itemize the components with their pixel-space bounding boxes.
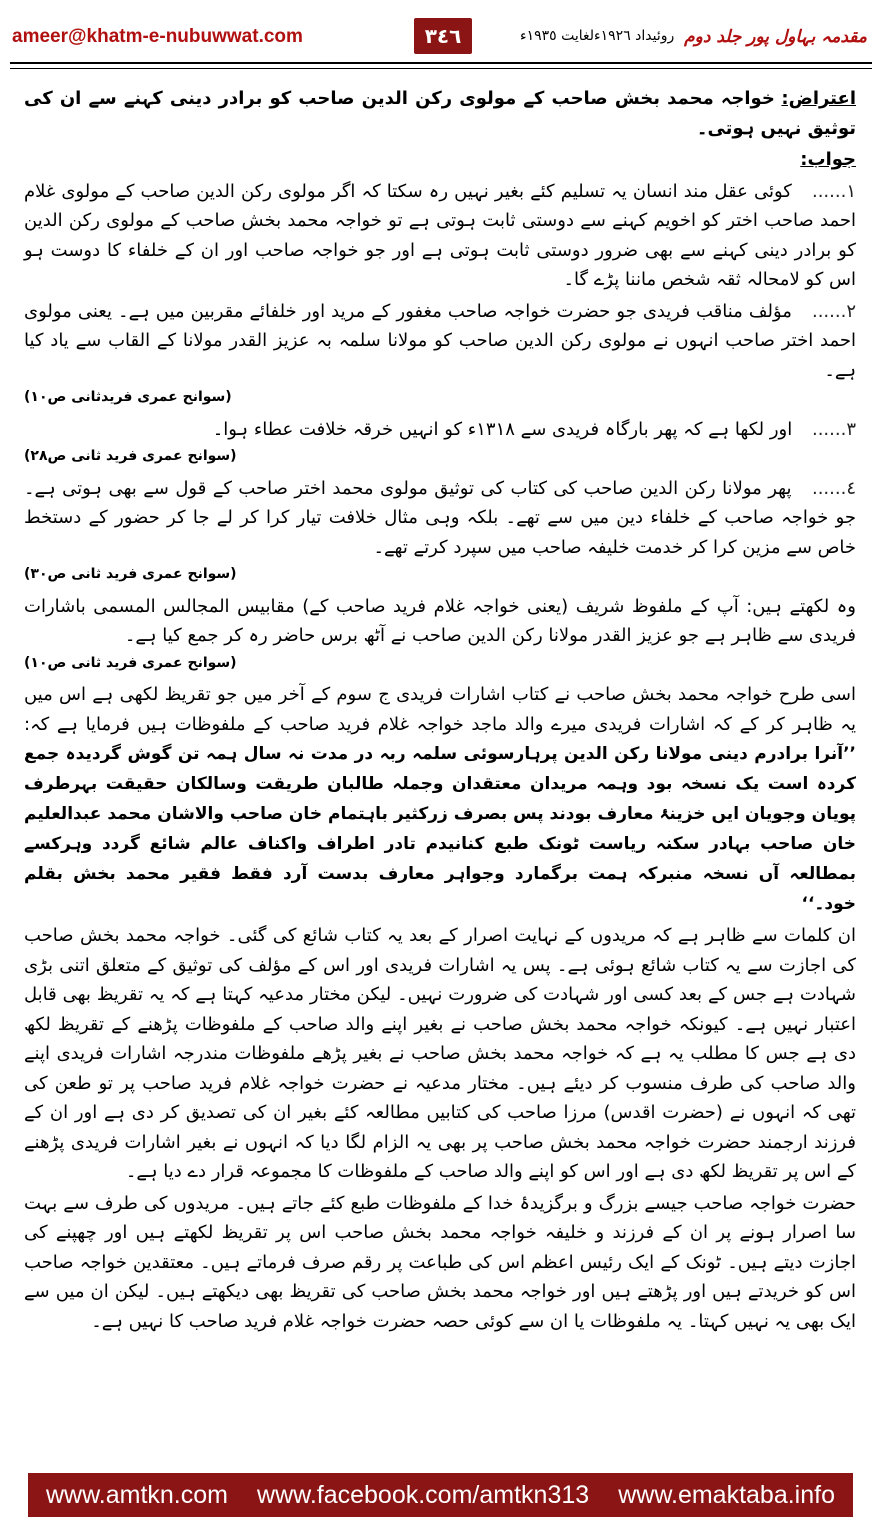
footer-link-amtkn[interactable]: www.amtkn.com <box>46 1480 228 1509</box>
objection-label: اعتراض: <box>781 88 856 109</box>
paragraph-5 <box>24 592 856 679</box>
item-number: ٤...... <box>811 477 856 499</box>
item-text: کوئی عقل مند انسان یہ تسلیم کئے بغیر نہیں رہ سکتا کہ اگر مولوی رکن الدین صاحب کے مولوی غلام احمد صاحب اختر کو اخویم کہنے سے دوستی ثابت ہوتی ہے تو خواجہ محمد بخش صاحب کے مولوی رکن الدین کو برادر دینی کہنے سے بھی ضرور دوستی ثابت ہوتی ہے اور جو خواجہ صاحب اور ان کے خلفاء کا دوست ہو اس کو لامحالہ ثقہ شخص ماننا پڑے گا۔ <box>24 180 856 290</box>
objection-paragraph <box>24 84 856 143</box>
item-4 <box>24 474 856 590</box>
item-text: مؤلف مناقب فریدی جو حضرت خواجہ صاحب مغفور کے مرید اور خلفائے مقربین میں ہے۔ یعنی مولوی احمد اختر صاحب انہوں نے مولوی رکن الدین صاحب کو مولانا سلمہ بہ عزیز القدر مولانا کے القاب سے یاد کیا ہے۔ <box>24 300 856 381</box>
page-number-badge: ٣٤٦ <box>414 18 472 54</box>
answer-heading <box>24 145 856 175</box>
item-text: اور لکھا ہے کہ پھر بارگاہ فریدی سے ١٣١٨ء کو انہیں خرقہ خلافت عطاء ہوا۔ <box>212 418 793 440</box>
item-3 <box>24 415 856 472</box>
paragraph-text: وہ لکھتے ہیں: آپ کے ملفوظ شریف (یعنی خواجہ غلام فرید صاحب کے) مقابیس المجالس المسمی باشارات فریدی سے ظاہر ہے جو عزیز القدر مولانا رکن الدین صاحب نے آٹھ برس حاضر رہ کر جمع کیا ہے۔ <box>24 595 856 646</box>
paragraph-8 <box>24 1189 856 1337</box>
page-body <box>24 84 856 1462</box>
reference: (سوانح عمری فرید ثانی ص٢٨) <box>24 448 237 464</box>
item-number: ٢...... <box>811 300 856 322</box>
objection-text: خواجہ محمد بخش صاحب کے مولوی رکن الدین صاحب کو برادر دینی کہنے سے ان کی توثیق نہیں ہوتی۔ <box>24 88 856 139</box>
footer-link-facebook[interactable]: www.facebook.com/amtkn313 <box>257 1480 590 1509</box>
persian-quote: ’’آنرا برادرم دینی مولانا رکن الدین پرہارسوئی سلمہ ربہ در مدت نہ سال ہمہ تن گوش گردیدہ جمع کردہ است یک نسخہ بود وہمہ مریدان معتقدان وجملہ طالبان طریقت وسالکان حقیقت بہرطرف پویان وجویان ایں خزینۂ معارف بودند پس بصرف زرکثیر باہتمام خان صاحب والاشان محمد عبدالعلیم خان صاحب بہادر سکنہ ریاست ٹونک طبع کنانیدم تادر اطراف واکناف عالم شائع گردد وہرکسے بمطالعہ آں نسخہ منبرکہ ہمت برگمارد وجواہر معارف بدست آرد فقط فقیر محمد بخش بقلم خود۔‘‘ <box>24 744 856 914</box>
reference: (سوانح عمری فرید ثانی ص٣٠) <box>24 566 237 582</box>
reference: (سوانح عمری فریدثانی ص١٠) <box>24 389 232 405</box>
footer-bar <box>28 1473 853 1517</box>
paragraph-6 <box>24 680 856 919</box>
item-1 <box>24 177 856 295</box>
answer-label: جواب: <box>800 149 856 170</box>
footer-link-emaktaba[interactable]: www.emaktaba.info <box>618 1480 835 1509</box>
item-2 <box>24 297 856 413</box>
paragraph-text: ان کلمات سے ظاہر ہے کہ مریدوں کے نہایت اصرار کے بعد یہ کتاب شائع کی گئی۔ خواجہ محمد بخش صاحب کی اجازت سے یہ کتاب شائع ہوئی ہے۔ پس یہ اشارات فریدی اور اس کے مؤلف کی توثیق کے متعلق اتنی بڑی شہادت ہے جس کے بعد کسی اور شہادت کی ضرورت نہیں۔ لیکن مختار مدعیہ کہتا ہے کہ یہ تقریظ بھی قابل اعتبار نہیں ہے۔ کیونکہ خواجہ محمد بخش صاحب نے بغیر اپنے والد صاحب کے ملفوظات پڑھنے کے تقریظ لکھ دی ہے جس کا مطلب یہ ہے کہ خواجہ محمد بخش صاحب نے بغیر پڑھے ملفوظات مندرجہ اشارات فریدی اپنے والد صاحب کی طرف منسوب کر دیئے ہیں۔ مختار مدعیہ نے حضرت خواجہ غلام فرید صاحب پر تو طعن کی تھی کہ انہوں نے (حضرت اقدس) مرزا صاحب کی کتابیں مطالعہ کئے بغیر ان کی تصدیق کر دی ہے اور ان کے فرزند ارجمند حضرت خواجہ محمد بخش صاحب پر بھی یہ الزام لگا دیا کہ انہوں نے بغیر اشارات فریدی پڑھنے کے اس پر تقریظ لکھ دی ہے اور اس کو اپنے والد صاحب کے ملفوظات کا مجموعہ قرار دے دیا ہے۔ <box>24 925 856 1182</box>
paragraph-text: اسی طرح خواجہ محمد بخش صاحب نے کتاب اشارات فریدی ج سوم کے آخر میں جو تقریظ لکھی ہے اس میں یہ ظاہر کر کے کہ اشارات فریدی میرے والد ماجد خواجہ غلام فرید صاحب کے ملفوظات ہیں فرمایا ہے کہ: <box>24 684 856 735</box>
header-rule <box>10 62 872 64</box>
book-title: مقدمہ بہاول پور جلد دوم <box>684 27 867 47</box>
item-text: پھر مولانا رکن الدین صاحب کی کتاب کی توثیق مولوی محمد اختر صاحب کے قول سے بھی ہوتی ہے۔ جو خواجہ صاحب کے خلفاء دین میں سے تھے۔ بلکہ وہی مثال خلافت تیار کرا کر لے جا کر حضور کے دستخط خاص سے مزین کرا کر خدمت خلیفہ صاحب میں سپرد کرتے تھے۔ <box>24 477 856 558</box>
header-dates: روئیداد ١٩٢٦ءلغایت ١٩٣٥ء <box>520 28 675 44</box>
header-email: ameer@khatm-e-nubuwwat.com <box>12 26 303 47</box>
reference: (سوانح عمری فرید ثانی ص١٠) <box>24 654 237 671</box>
item-number: ١...... <box>811 180 856 202</box>
item-number: ٣...... <box>811 418 856 440</box>
header-rule-thin <box>10 68 872 69</box>
page-header <box>0 0 881 84</box>
paragraph-7 <box>24 921 856 1187</box>
paragraph-text: حضرت خواجہ صاحب جیسے بزرگ و برگزیدۂ خدا کے ملفوظات طبع کئے جاتے ہیں۔ مریدوں کی طرف سے بہت سا اصرار ہونے پر ان کے فرزند و خلیفہ خواجہ محمد بخش صاحب اس پر تقریظ لکھتے ہیں اور چھپنے کی اجازت دیتے ہیں۔ ٹونک کے ایک رئیس اعظم اس کی طباعت پر رقم صرف فرماتے ہیں۔ معتقدین خواجہ صاحب اس کو خریدتے ہیں اور پڑھتے ہیں اور خواجہ محمد بخش صاحب کی تقریظ بھی دیکھتے ہیں۔ لیکن ان میں سے ایک بھی یہ نہیں کہتا۔ یہ ملفوظات یا ان سے کوئی حصہ حضرت خواجہ غلام فرید صاحب کا نہیں ہے۔ <box>24 1192 856 1332</box>
